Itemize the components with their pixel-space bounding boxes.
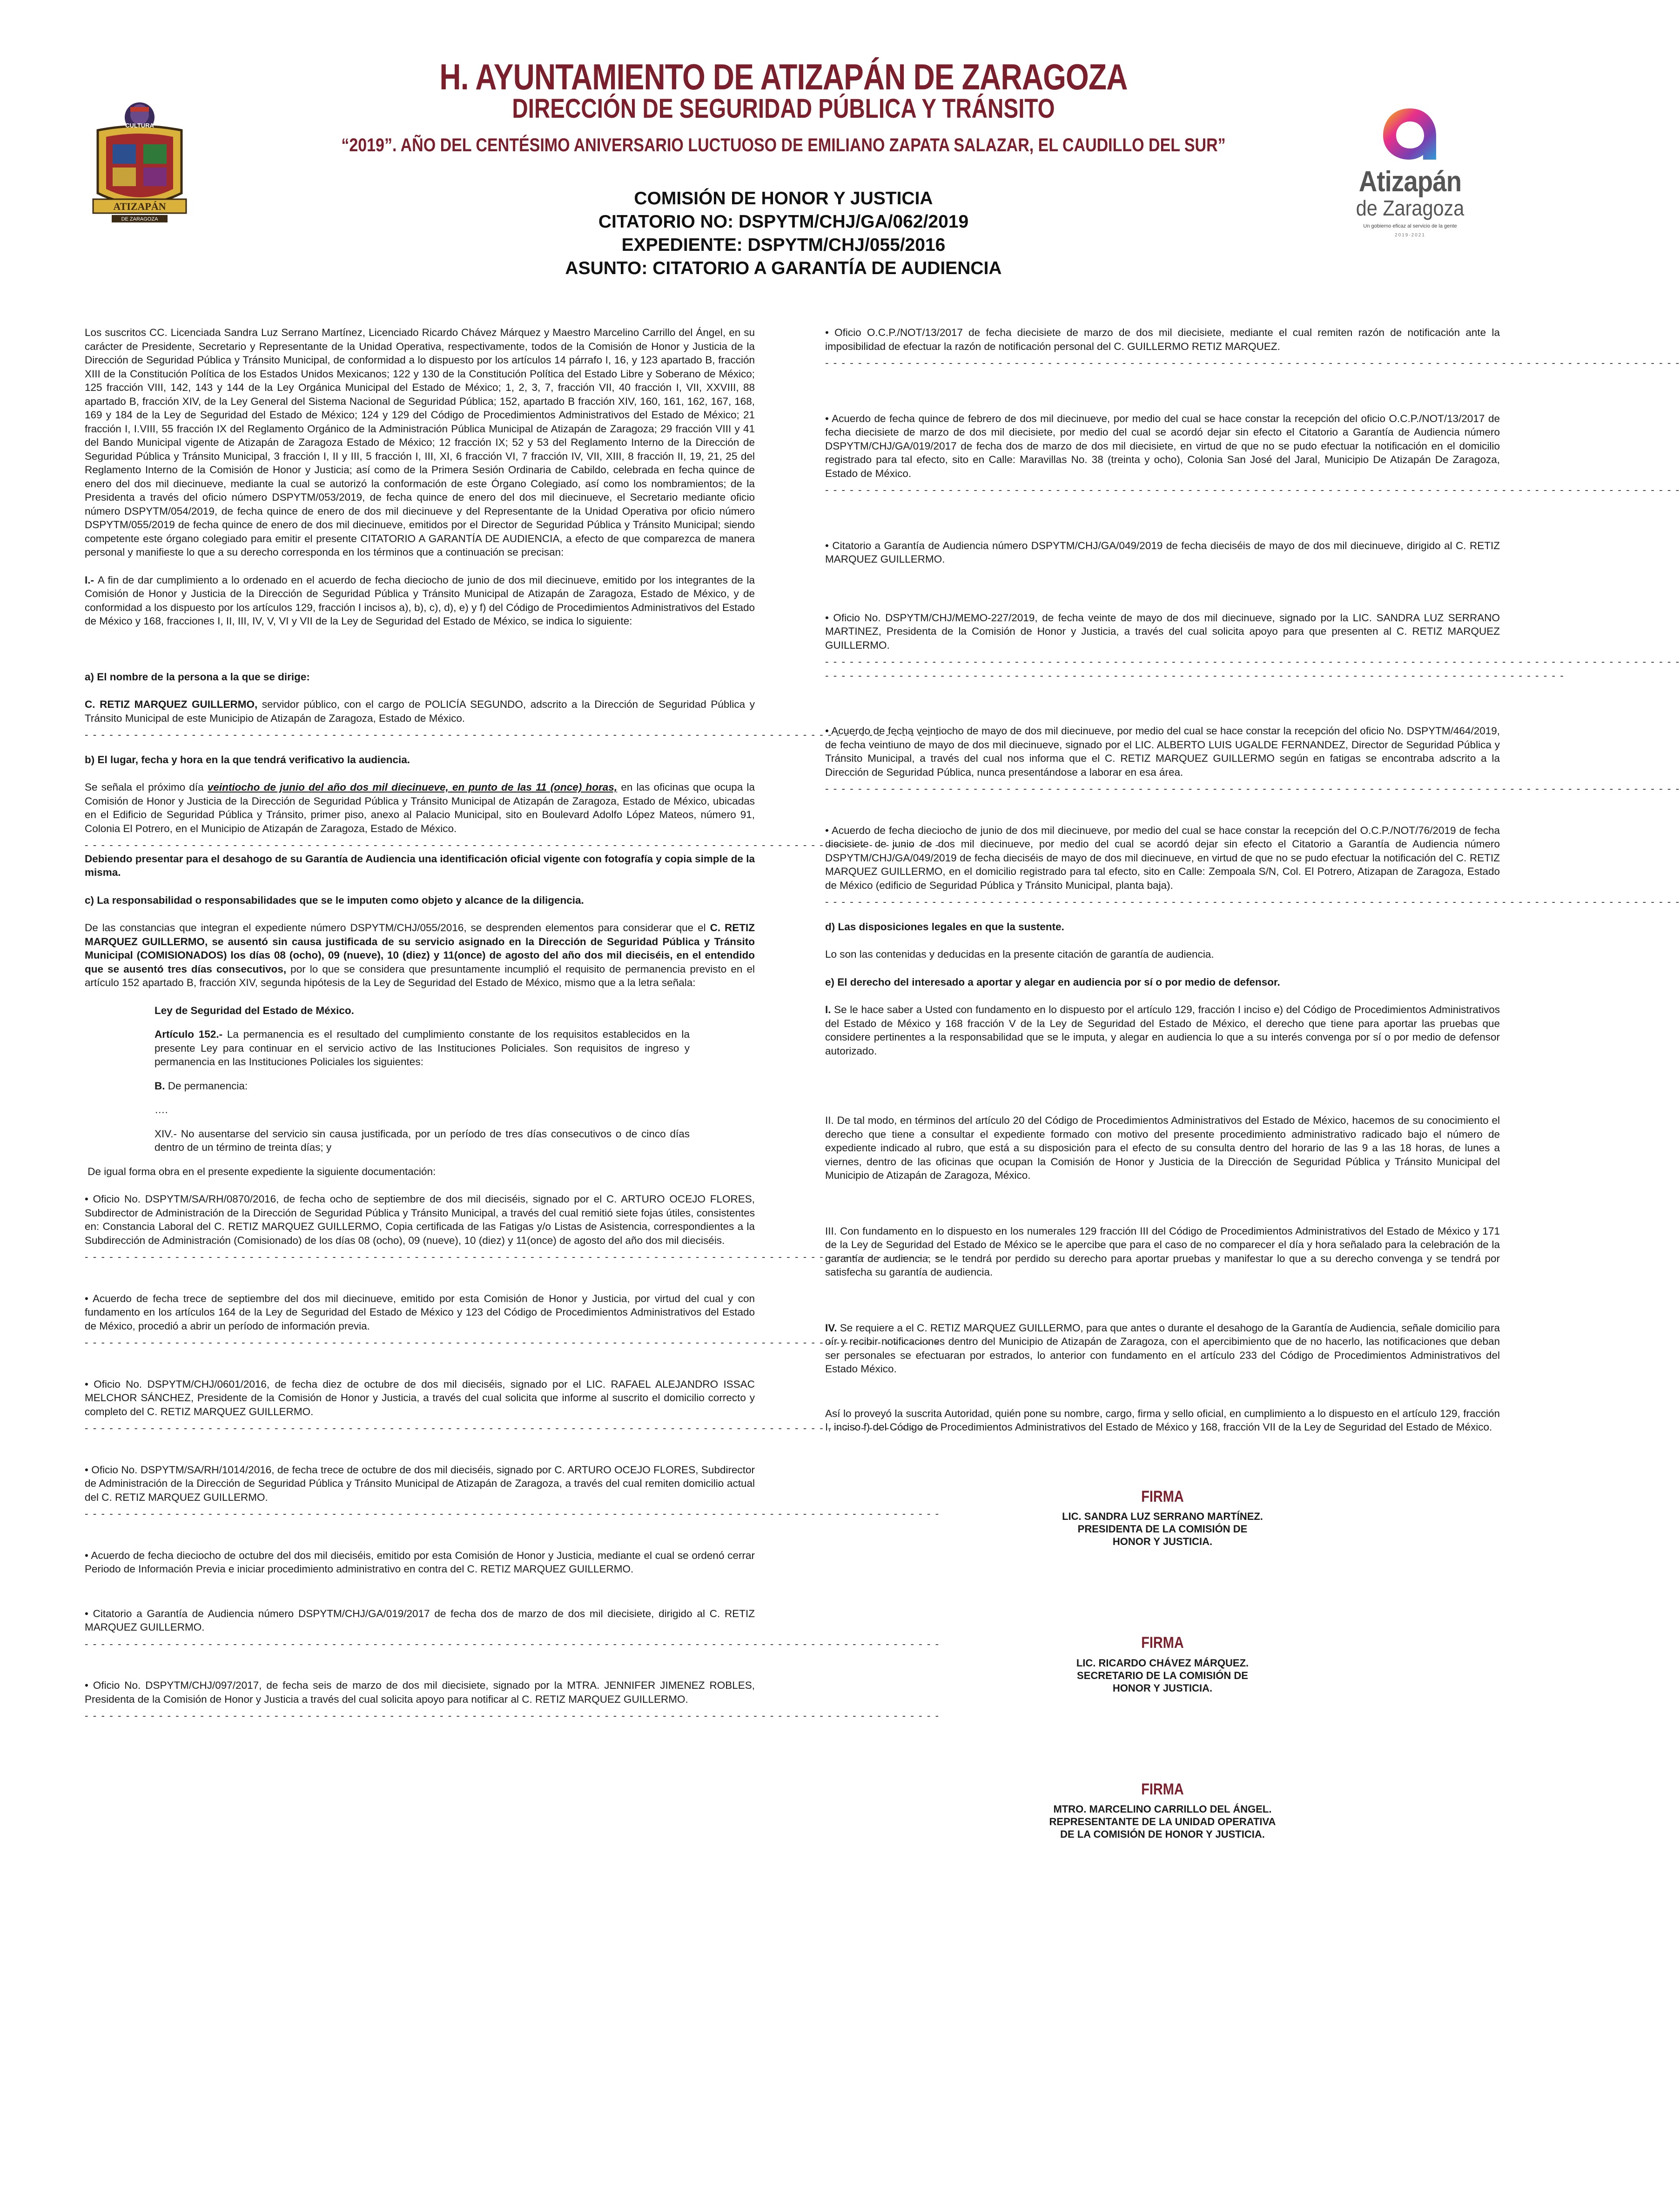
dash-filler: - - - - - - - - - - - - - - - - - - - - - - - - - - - - - - - - - - - - - - - - - - - - - - - - - - - - - - - - - - - - - - - - - - - - - - - - - - - - - - - - - - - - - - - - - - - - - - - - - - - - - - - - (85, 1638, 940, 1650)
signer-role: HONOR Y JUSTICIA. (1112, 1682, 1213, 1694)
section-d-heading: d) Las disposiciones legales en que la sustente. (825, 920, 1064, 933)
signer-name: LIC. SANDRA LUZ SERRANO MARTÍNEZ. (1062, 1511, 1263, 1522)
atizapan-a-icon (1340, 100, 1480, 165)
dash-filler: - - - - - - - - - - - - - - - - - - - - - - - - - - - - - - - - - - - - - - - - - - - - - - - - - - - - - - - - - - - - - - - - - - - - - - - - - - - - - - - - - - - - - - - - - - - - - - - - - - - - - - - - (825, 783, 1680, 794)
dash-filler: - - - - - - - - - - - - - - - - - - - - - - - - - - - - - - - - - - - - - - - - - - - - - - - - - - - - - - - - - - - - - - - - - - - - - - - - - - - - - - - - - - - - - - - - - - - - - - - - - - - - - - - - (85, 1251, 940, 1263)
logo-tagline: Un gobierno eficaz al servicio de la gente (1363, 223, 1457, 229)
intro-paragraph: Los suscritos CC. Licenciada Sandra Luz Serrano Martínez, Licenciado Ricardo Chávez Márquez y Maestro Marcelino Carrillo del Ángel, en su carácter de Presidente, Secretario y Representante de la Unidad Operativa, respectivamente, todos de la Comisión de Honor y Justicia de la Dirección de Seguridad Pública y Tránsito Municipal, de conformidad a lo dispuesto por los artículos 14 párrafo I, 16, y 123 apartado B, fracción XIII de la Constitución Política de los Estados Unidos Mexicanos; 122 y 130 de la Constitución Política del Estado Libre y Soberano de México; 125 fracción VIII, 142, 143 y 144 de la Ley Orgánica Municipal del Estado de México; 1, 2, 3, 7, fracción VII, 40 fracción I, VII, XXVIII, 88 apartado B, fracción XIV, de la Ley General del Sistema Nacional de Seguridad Pública; 152, apartado B fracción XIV, 160, 161, 162, 167, 168, 169 y 184 de la Ley de Seguridad del Estado de México; 124 y 129 del Código de Procedimientos Administrativos del Estado de México; 21 fracción I, I.VIII, 55 fracción IX del Reglamento Orgánico de la Administración Pública Municipal de Atizapán de Zaragoza; 29 fracción VIII y 41 del Bando Municipal vigente de Atizapán de Zaragoza Estado de México; 12 fracción IX; 52 y 53 del Reglamento Interno de la Dirección de Seguridad Pública y Tránsito Municipal, 3 fracción I, II y III, 5 fracción I, III, XI, 6 fracción VI, 7 fracción IV, VII, XIII, 8 fracción II, 19, 21, 25 del Reglamento Interno de la Comisión de Honor y Justicia; así como de la Primera Sesión Ordinaria de Cabildo, celebrada en fecha quince de enero del dos mil diecinueve, mediante la cual se autorizó la conformación de este Órgano Colegiado, así como los nombramientos; de la Presidenta a través del oficio número DSPYTM/053/2019, de fecha quince de enero del dos mil diecinueve, el Secretario mediante oficio número DSPYTM/054/2019, de fecha quince de enero de dos mil diecinueve y del Representante de la Unidad Operativa por oficio número DSPYTM/055/2019 de fecha quince de enero de dos mil diecinueve, emitidos por el Director de Seguridad Pública y Tránsito Municipal; siendo competente este órgano colegiado para emitir el presente CITATORIO A GARANTÍA DE AUDIENCIA, a efecto de que comparezca de manera personal y manifieste lo que a su derecho corresponda en los términos que a continuación se precisan: (85, 327, 758, 558)
doc-item: • Acuerdo de fecha dieciocho de junio de dos mil diecinueve, por medio del cual se hace constar la recepción del O.C.P./NOT/76/2019 de fecha diecisiete de junio de dos mil diecinueve, por medio del cual se acordó dejar sin efecto el Citatorio a Garantía de Audiencia número DSPYTM/CHJ/GA/049/2019 de fecha dieciséis de mayo de dos mil diecinueve, en virtud de que no se pudo efectuar la notificación del C. RETIZ MARQUEZ GUILLERMO, en el domicilio registrado para tal efecto, sito en Calle: Zempoala S/N, Col. El Potrero, Atizapan de Zaragoza, Estado de México (edificio de Seguridad Pública y Tránsito Municipal, planta baja). (825, 824, 1503, 891)
dash-filler: - - - - - - - - - - - - - - - - - - - - - - - - - - - - - - - - - - - - - - - - - - - - - - - - - - - - - - - - - - - - - - - - - - - - - - - - - - - - - - - - - - - - - - - - - - - - - - - - - - - - - - - - (825, 656, 1680, 667)
law-quote-xiv: XIV.- No ausentarse del servicio sin causa justificada, por un período de tres días consecutivos o de cinco días dentro de un término de treinta días; y (155, 1128, 693, 1153)
doc-item: • Citatorio a Garantía de Audiencia número DSPYTM/CHJ/GA/049/2019 de fecha dieciséis de mayo de dos mil diecinueve, dirigido al C. RETIZ MARQUEZ GUILLERMO. (825, 539, 1503, 565)
signer-role: HONOR Y JUSTICIA. (1112, 1536, 1213, 1547)
page-subtitle: DIRECCIÓN DE SEGURIDAD PÚBLICA Y TRÁNSITO (512, 94, 1055, 124)
doc-item: • Acuerdo de fecha dieciocho de octubre del dos mil dieciséis, emitido por esta Comisión de Honor y Justicia, mediante el cual se ordenó cerrar Periodo de Información Previa e iniciar procedimiento administrativo en contra del C. RETIZ MARQUEZ GUILLERMO. (85, 1549, 758, 1575)
doc-item: • Acuerdo de fecha quince de febrero de dos mil diecinueve, por medio del cual se hace constar la recepción del oficio O.C.P./NOT/13/2017 de fecha diecisiete de marzo de dos mil diecisiete, por medio del cual se acordó dejar sin efecto el Citatorio a Garantía de Audiencia número DSPYTM/CHJ/GA/019/2017 de fecha dos de marzo de dos mil diecisiete, en virtud de que no se pudo efectuar la notificación en el domicilio registrado para tal efecto, sito en Calle: Maravillas No. 38 (treinta y ocho), Colonia San José del Jaral, Municipio De Atizapán De Zaragoza, Estado de México. (825, 412, 1503, 479)
signer-name: LIC. RICARDO CHÁVEZ MÁRQUEZ. (1076, 1657, 1249, 1669)
doc-item: • Oficio No. DSPYTM/CHJ/0601/2016, de fecha diez de octubre de dos mil dieciséis, signado por el LIC. RAFAEL ALEJANDRO ISSAC MELCHOR SÁNCHEZ, Presidente de la Comisión de Honor y Justicia, a través del cual solicita que informe al suscrito el domicilio correcto y completo del C. RETIZ MARQUEZ GUILLERMO. (85, 1378, 758, 1417)
law-quote-b: B. De permanencia: (155, 1080, 248, 1092)
doc-item: • Oficio O.C.P./NOT/13/2017 de fecha diecisiete de marzo de dos mil diecisiete, mediante el cual remiten razón de notificación ante la imposibilidad de efectuar la razón de notificación personal del C. GUILLERMO RETIZ MARQUEZ. (825, 327, 1503, 352)
section-e-ii: II. De tal modo, en términos del artículo 20 del Código de Procedimientos Administrativos del Estado de México, hacemos de su conocimiento el derecho que tiene a consultar el expediente formado con motivo del presente procedimiento administrativo radicado bajo el número de expediente indicado al rubro, que está a su disposición para el efecto de su consulta dentro del horario de las 9 a las 18 horas, de lunes a viernes, dentro de las oficinas que ocupan la Comisión de Honor y Justicia de la Dirección de Seguridad Pública y Tránsito Municipal del Municipio de Atizapán de Zaragoza, México. (825, 1115, 1503, 1181)
section-b-text: Se señala el próximo día veintiocho de junio del año dos mil diecinueve, en punto de las 11 (once) horas, en las oficinas que ocupa la Comisión de Honor y Justicia de la Dirección de Seguridad Pública y Tránsito Municipal de Atizapán de Zaragoza, Estado de México, ubicadas en el Edificio de Seguridad Pública y Tránsito, primer piso, anexo al Palacio Municipal, sito en Boulevard Adolfo López Mateos, número 91, Colonia El Potrero, en el Municipio de Atizapán de Zaragoza, Estado de México. (85, 781, 758, 834)
citatorio-number: CITATORIO NO: DSPYTM/CHJ/GA/062/2019 (598, 212, 969, 232)
doc-item: • Acuerdo de fecha trece de septiembre del dos mil diecinueve, emitido por esta Comisión de Honor y Justicia, por virtud del cual y con fundamento en los artículos 164 de la Ley de Seguridad del Estado de México y 123 del Código de Procedimientos Administrativos del Estado de México, procedió a abrir un período de información previa. (85, 1292, 758, 1332)
signer-name: MTRO. MARCELINO CARRILLO DEL ÁNGEL. (1053, 1803, 1272, 1815)
doc-item: • Acuerdo de fecha veintiocho de mayo de dos mil diecinueve, por medio del cual se hace constar la recepción del oficio No. DSPYTM/464/2019, de fecha veintiuno de mayo de dos mil diecinueve, signado por el LIC. ALBERTO LUIS UGALDE FERNANDEZ, Director de Seguridad Pública y Tránsito Municipal, a través del cual nos informa que el C. RETIZ MARQUEZ GUILLERMO según en fatigas se encontraba adscrito a la Dirección de Seguridad Pública, nunca presentándose a laborar en esa área. (825, 725, 1503, 778)
law-quote (155, 1004, 693, 1155)
doc-item: • Citatorio a Garantía de Audiencia número DSPYTM/CHJ/GA/019/2017 de fecha dos de marzo de dos mil diecisiete, dirigido al C. RETIZ MARQUEZ GUILLERMO. (85, 1607, 758, 1633)
doc-item: • Oficio No. DSPYTM/SA/RH/1014/2016, de fecha trece de octubre de dos mil dieciséis, signado por C. ARTURO OCEJO FLORES, Subdirector de Administración de la Dirección de Seguridad Pública y Tránsito Municipal de Atizapán de Zaragoza, a través del cual remiten domicilio actual del C. RETIZ MARQUEZ GUILLERMO. (85, 1464, 758, 1503)
seal-sublabel: DE ZARAGOZA (121, 216, 158, 222)
doc-item: • Oficio No. DSPYTM/SA/RH/0870/2016, de fecha ocho de septiembre de dos mil dieciséis, signado por el C. ARTURO OCEJO FLORES, Subdirector de Administración de la Dirección de Seguridad Pública y Tránsito Municipal, a través del cual remitió siete fojas útiles, consistentes en: Constancia Laboral del C. RETIZ MARQUEZ GUILLERMO, Copia certificada de las Fatigas y/o Listas de Asistencia, correspondientes a la Subdirección de Administración (Comisionado) de los días 08 (ocho), 09 (nueve), 10 (diez) y 11(once) de agosto del año dos mil dieciséis. (85, 1193, 758, 1246)
dash-filler: - - - - - - - - - - - - - - - - - - - - - - - - - - - - - - - - - - - - - - - - - - - - - - - - - - - - - - - - - - - - - - - - - - - - - - - - - - - - - - - - - - - - - - - - - - - - - - - - - - - - - - - - (825, 484, 1680, 496)
law-quote-dots: …. (155, 1104, 168, 1115)
dash-filler: - - - - - - - - - - - - - - - - - - - - - - - - - - - - - - - - - - - - - - - - - - - - - - - - - - - - - - - - - - - - - - - - - - - - - - - - - - - - - - - - - - - - - - - - - - - - - - - - - - - - - - - - (825, 357, 1680, 369)
paragraph-i: I.- A fin de dar cumplimiento a lo ordenado en el acuerdo de fecha dieciocho de junio de dos mil diecinueve, emitido por los integrantes de la Comisión de Honor y Justicia de la Dirección de Seguridad Pública y Tránsito Municipal de Atizapán de Zaragoza, Estado de México, y de conformidad a los dispuesto por los artículos 129, fracción I incisos a), b), c), d), e) y f) del Código de Procedimientos Administrativos del Estado de México y 168, fracciones I, II, III, IV, V, VI y VII de la Ley de Seguridad del Estado de México, se indica lo siguiente: (85, 574, 758, 627)
signature-block (825, 1780, 1500, 1841)
dash-filler: - - - - - - - - - - - - - - - - - - - - - - - - - - - - - - - - - - - - - - - - - - - - - - - - - - - - - - - - - - - - - - - - - - - - - - - - - - - - - - - - - - - - - - - - - - - - - - - - - - - - - - - - (85, 729, 940, 740)
logo-years: 2019-2021 (1395, 233, 1425, 238)
signer-role: DE LA COMISIÓN DE HONOR Y JUSTICIA. (1060, 1828, 1265, 1840)
signature-label: FIRMA (1141, 1780, 1184, 1798)
section-c-text: De las constancias que integran el expediente número DSPYTM/CHJ/055/2016, se desprenden elementos para considerar que el C. RETIZ MARQUEZ GUILLERMO, se ausentó sin causa justificada de su servicio asignado en la Dirección de Seguridad Pública y Tránsito Municipal (COMISIONADOS) los días 08 (ocho), 09 (nueve), 10 (diez) y 11(once) de agosto del año dos mil dieciséis, en el entendido que se ausentó tres días consecutivos, por lo que se considera que presuntamente incumplió el requisito de permanencia previsto en el artículo 152 apartado B, fracción XIV, segunda hipótesis de la Ley de Seguridad del Estado de México, mismo que a la letra señala: (85, 922, 758, 988)
signer-role: SECRETARIO DE LA COMISIÓN DE (1077, 1669, 1248, 1681)
law-quote-article: Artículo 152.- La permanencia es el resultado del cumplimiento constante de los requisitos establecidos en la presente Ley para continuar en el servicio activo de las Instituciones Policiales. Son requisitos de ingreso y permanencia en las Instituciones Policiales los siguientes: (155, 1028, 693, 1068)
section-a-text: C. RETIZ MARQUEZ GUILLERMO, servidor público, con el cargo de POLICÍA SEGUNDO, adscrito a la Dirección de Seguridad Pública y Tránsito Municipal de este Municipio de Atizapán de Zaragoza, Estado de México. (85, 699, 758, 724)
seal-top-label: CULTURA (125, 122, 154, 129)
signer-role: PRESIDENTA DE LA COMISIÓN DE (1077, 1523, 1248, 1535)
page-title: H. AYUNTAMIENTO DE ATIZAPÁN DE ZARAGOZA (439, 56, 1128, 97)
section-d-text: Lo son las contenidas y deducidas en la presente citación de garantía de audiencia. (825, 948, 1214, 960)
year-motto: “2019”. AÑO DEL CENTÉSIMO ANIVERSARIO LUCTUOSO DE EMILIANO ZAPATA SALAZAR, EL CAUDILLO DEL SUR” (341, 135, 1226, 155)
dash-filler: - - - - - - - - - - - - - - - - - - - - - - - - - - - - - - - - - - - - - - - - - - - - - - - - - - - - - - - - - - - - - - - - - - - - - - - - - - - - - - - - - - - - - - - - - - (825, 669, 1565, 681)
logo-sub: de Zaragoza (1356, 196, 1465, 220)
closing-paragraph: Así lo proveyó la suscrita Autoridad, quién pone su nombre, cargo, firma y sello oficial, en cumplimiento a lo dispuesto en el artículo 129, fracción I, inciso f) del Código de Procedimientos Administrativos del Estado de México y 168, fracción VII de la Ley de Seguridad del Estado de México. (825, 1407, 1503, 1433)
section-b-id-note: Debiendo presentar para el desahogo de su Garantía de Audiencia una identificación oficial vigente con fotografía y copia simple de la misma. (85, 853, 758, 878)
law-quote-title: Ley de Seguridad del Estado de México. (155, 1004, 354, 1016)
section-c-heading: c) La responsabilidad o responsabilidades que se le imputen como objeto y alcance de la diligencia. (85, 894, 584, 906)
section-b-heading: b) El lugar, fecha y hora en la que tendrá verificativo la audiencia. (85, 753, 410, 766)
signature-label: FIRMA (1141, 1634, 1184, 1652)
section-e-iv: IV. Se requiere a el C. RETIZ MARQUEZ GUILLERMO, para que antes o durante el desahogo de la Garantía de Audiencia, señale domicilio para oír y recibir notificaciones dentro del Municipio de Atizapán de Zaragoza, con el apercibimiento que de no hacerlo, las notificaciones que deban ser personales se efectuaran por estrados, lo anterior con fundamento en el artículo 233 del Código de Procedimientos Administrativos del Estado México. (825, 1322, 1503, 1375)
signer-role: REPRESENTANTE DE LA UNIDAD OPERATIVA (1049, 1816, 1276, 1827)
logo-word: Atizapán (1358, 166, 1462, 198)
section-e-iii: III. Con fundamento en lo dispuesto en los numerales 129 fracción III del Código de Procedimientos Administrativos del Estado de México y 171 de la Ley de Seguridad del Estado de México se le apercibe que para el caso de no comparecer el día y hora señalado para la celebración de la garantía de audiencia, se le tendrá por perdido su derecho para aportar pruebas y manifestar lo que a su derecho convenga y se tendrá por satisfecha su garantía de audiencia. (825, 1225, 1503, 1278)
dash-filler: - - - - - - - - - - - - - - - - - - - - - - - - - - - - - - - - - - - - - - - - - - - - - - - - - - - - - - - - - - - - - - - - - - - - - - - - - - - - - - - - - - - - - - - - - - - - - - - - - - - - - - - - (85, 1508, 940, 1519)
asunto: ASUNTO: CITATORIO A GARANTÍA DE AUDIENCIA (565, 258, 1002, 278)
dash-filler: - - - - - - - - - - - - - - - - - - - - - - - - - - - - - - - - - - - - - - - - - - - - - - - - - - - - - - - - - - - - - - - - - - - - - - - - - - - - - - - - - - - - - - - - - - - - - - - - - - - - - - - - (85, 1337, 940, 1348)
docs-intro: De igual forma obra en el presente expediente la siguiente documentación: (85, 1165, 436, 1177)
seal-label: ATIZAPÁN (113, 201, 166, 212)
dash-filler: - - - - - - - - - - - - - - - - - - - - - - - - - - - - - - - - - - - - - - - - - - - - - - - - - - - - - - - - - - - - - - - - - - - - - - - - - - - - - - - - - - - - - - - - - - - - - - - - - - - - - - - - (85, 839, 940, 851)
section-a-heading: a) El nombre de la persona a la que se dirige: (85, 671, 310, 683)
section-e-heading: e) El derecho del interesado a aportar y alegar en audiencia por sí o por medio de defensor. (825, 976, 1280, 988)
dash-filler: - - - - - - - - - - - - - - - - - - - - - - - - - - - - - - - - - - - - - - - - - - - - - - - - - - - - - - - - - - - - - - - - - - - - - - - - - - - - - - - - - - - - - - - - - - - - - - - - - - - - - - - - (85, 1422, 940, 1434)
signature-block (825, 1487, 1500, 1548)
section-e-i: I. Se le hace saber a Usted con fundamento en lo dispuesto por el artículo 129, fracción I inciso e) del Código de Procedimientos Administrativos del Estado de México y 168 fracción V de la Ley de Seguridad del Estado de México, el derecho que tiene para aportar las pruebas que considere pertinentes a la responsabilidad que se le imputa, y alegar en audiencia lo que a su interés convenga por sí o por medio de defensor autorizado. (825, 1004, 1503, 1057)
right-column (825, 326, 1680, 1841)
signature-label: FIRMA (1141, 1487, 1184, 1505)
expediente-number: EXPEDIENTE: DSPYTM/CHJ/055/2016 (621, 235, 946, 255)
left-column (85, 326, 940, 1723)
dash-filler: - - - - - - - - - - - - - - - - - - - - - - - - - - - - - - - - - - - - - - - - - - - - - - - - - - - - - - - - - - - - - - - - - - - - - - - - - - - - - - - - - - - - - - - - - - - - - - - - - - - - - - - - (85, 1710, 940, 1721)
doc-item: • Oficio No. DSPYTM/CHJ/MEMO-227/2019, de fecha veinte de mayo de dos mil diecinueve, signado por la LIC. SANDRA LUZ SERRANO MARTINEZ, Presidenta de la Comisión de Honor y Justicia, a través del cual solicita apoyo para que presenten al C. RETIZ MARQUEZ GUILLERMO. (825, 611, 1503, 651)
dash-filler: - - - - - - - - - - - - - - - - - - - - - - - - - - - - - - - - - - - - - - - - - - - - - - - - - - - - - - - - - - - - - - - - - - - - - - - - - - - - - - - - - - - - - - - - - - - - - - - - - - - - - - - - (825, 896, 1680, 907)
commission-name: COMISIÓN DE HONOR Y JUSTICIA (634, 188, 933, 208)
signature-block (825, 1636, 1500, 1694)
doc-item: • Oficio No. DSPYTM/CHJ/097/2017, de fecha seis de marzo de dos mil diecisiete, signado por la MTRA. JENNIFER JIMENEZ ROBLES, Presidenta de la Comisión de Honor y Justicia a través del cual solicita apoyo para notificar al C. RETIZ MARQUEZ GUILLERMO. (85, 1679, 758, 1705)
